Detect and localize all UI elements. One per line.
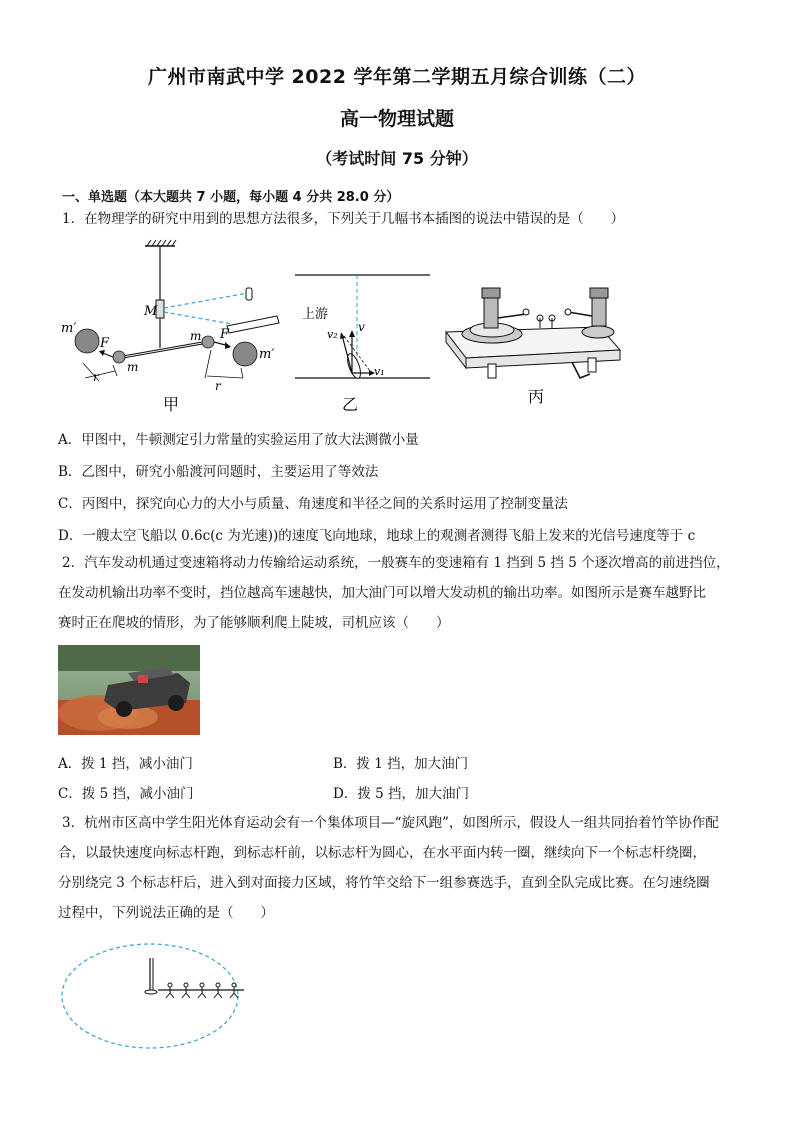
label-v: v: [358, 320, 365, 334]
q1-option-a: A．甲图中，牛顿测定引力常量的实验运用了放大法测微小量: [58, 432, 419, 448]
label-m-small-left: m: [127, 360, 139, 374]
exam-title: 广州市南武中学 2022 学年第二学期五月综合训练（二）: [147, 66, 647, 88]
label-F-left: F: [100, 336, 110, 351]
figure-bing: [440, 282, 630, 414]
q3-line-1: 3．杭州市区高中学生阳光体育运动会有一个集体项目—“旋风跑”，如图所示，假设人一组共同抬着竹竿协作配: [62, 815, 719, 831]
label-m-small-right: m: [190, 329, 202, 343]
fig-label-bing: 丙: [528, 387, 545, 406]
q2-option-d: D．拨 5 挡，加大油门: [333, 786, 469, 802]
figure-yi: [290, 238, 440, 418]
q2-option-c: C．拨 5 挡，减小油门: [58, 786, 194, 802]
q1-option-b: B．乙图中，研究小船渡河问题时，主要运用了等效法: [58, 464, 379, 480]
label-r-left: r: [93, 370, 99, 384]
label-m-prime-right: m′: [259, 347, 275, 362]
q2-line-1: 2．汽车发动机通过变速箱将动力传输给运动系统，一般赛车的变速箱有 1 挡到 5 挡 5 个逐次增高的前进挡位，: [62, 555, 730, 571]
q3-line-2: 合，以最快速度向标志杆跑，到标志杆前，以标志杆为圆心，在水平面内转一圈，继续向下一个标志杆绕圈，: [58, 845, 706, 861]
label-r-right: r: [215, 379, 221, 393]
q2-line-3: 赛时正在爬坡的情形，为了能够顺利爬上陡坡，司机应该（ ）: [58, 615, 450, 631]
exam-duration: （考试时间 75 分钟）: [316, 149, 478, 168]
q3-line-3: 分别绕完 3 个标志杆后，进入到对面接力区域，将竹竿交给下一组参赛选手，直到全队完成比赛。在匀速绕圈: [58, 875, 710, 891]
q2-option-a: A．拨 1 挡，减小油门: [58, 756, 193, 772]
offroad-car-photo: [58, 645, 200, 735]
q2-option-b: B．拨 1 挡，加大油门: [333, 756, 469, 772]
label-v1: v₁: [374, 365, 385, 378]
label-m-prime-left: m′: [61, 321, 77, 336]
section-heading: 一、单选题（本大题共 7 小题，每小题 4 分共 28.0 分）: [62, 190, 400, 205]
label-v2: v₂: [327, 328, 338, 341]
q1-stem: 1．在物理学的研究中用到的思想方法很多，下列关于几幅书本插图的说法中错误的是（ ）: [62, 211, 625, 227]
figure-jia: [55, 238, 295, 418]
q2-line-2: 在发动机输出功率不变时，挡位越高车速越快，加大油门可以增大发动机的输出功率。如图所示是赛车越野比: [58, 585, 706, 601]
q1-option-d: D．一艘太空飞船以 0.6c(c 为光速))的速度飞向地球，地球上的观测者测得飞船上发来的光信号速度等于 c: [58, 528, 696, 544]
whirlwind-run-figure: [58, 940, 248, 1052]
label-F-right: F: [220, 327, 230, 342]
label-M: M: [144, 304, 158, 319]
exam-subtitle: 高一物理试题: [339, 108, 454, 130]
q3-line-4: 过程中，下列说法正确的是（ ）: [58, 905, 274, 921]
q1-option-c: C．丙图中，探究向心力的大小与质量、角速度和半径之间的关系时运用了控制变量法: [58, 496, 568, 512]
label-upstream: 上游: [302, 307, 329, 322]
fig-label-yi: 乙: [342, 395, 359, 414]
fig-label-jia: 甲: [163, 395, 180, 414]
